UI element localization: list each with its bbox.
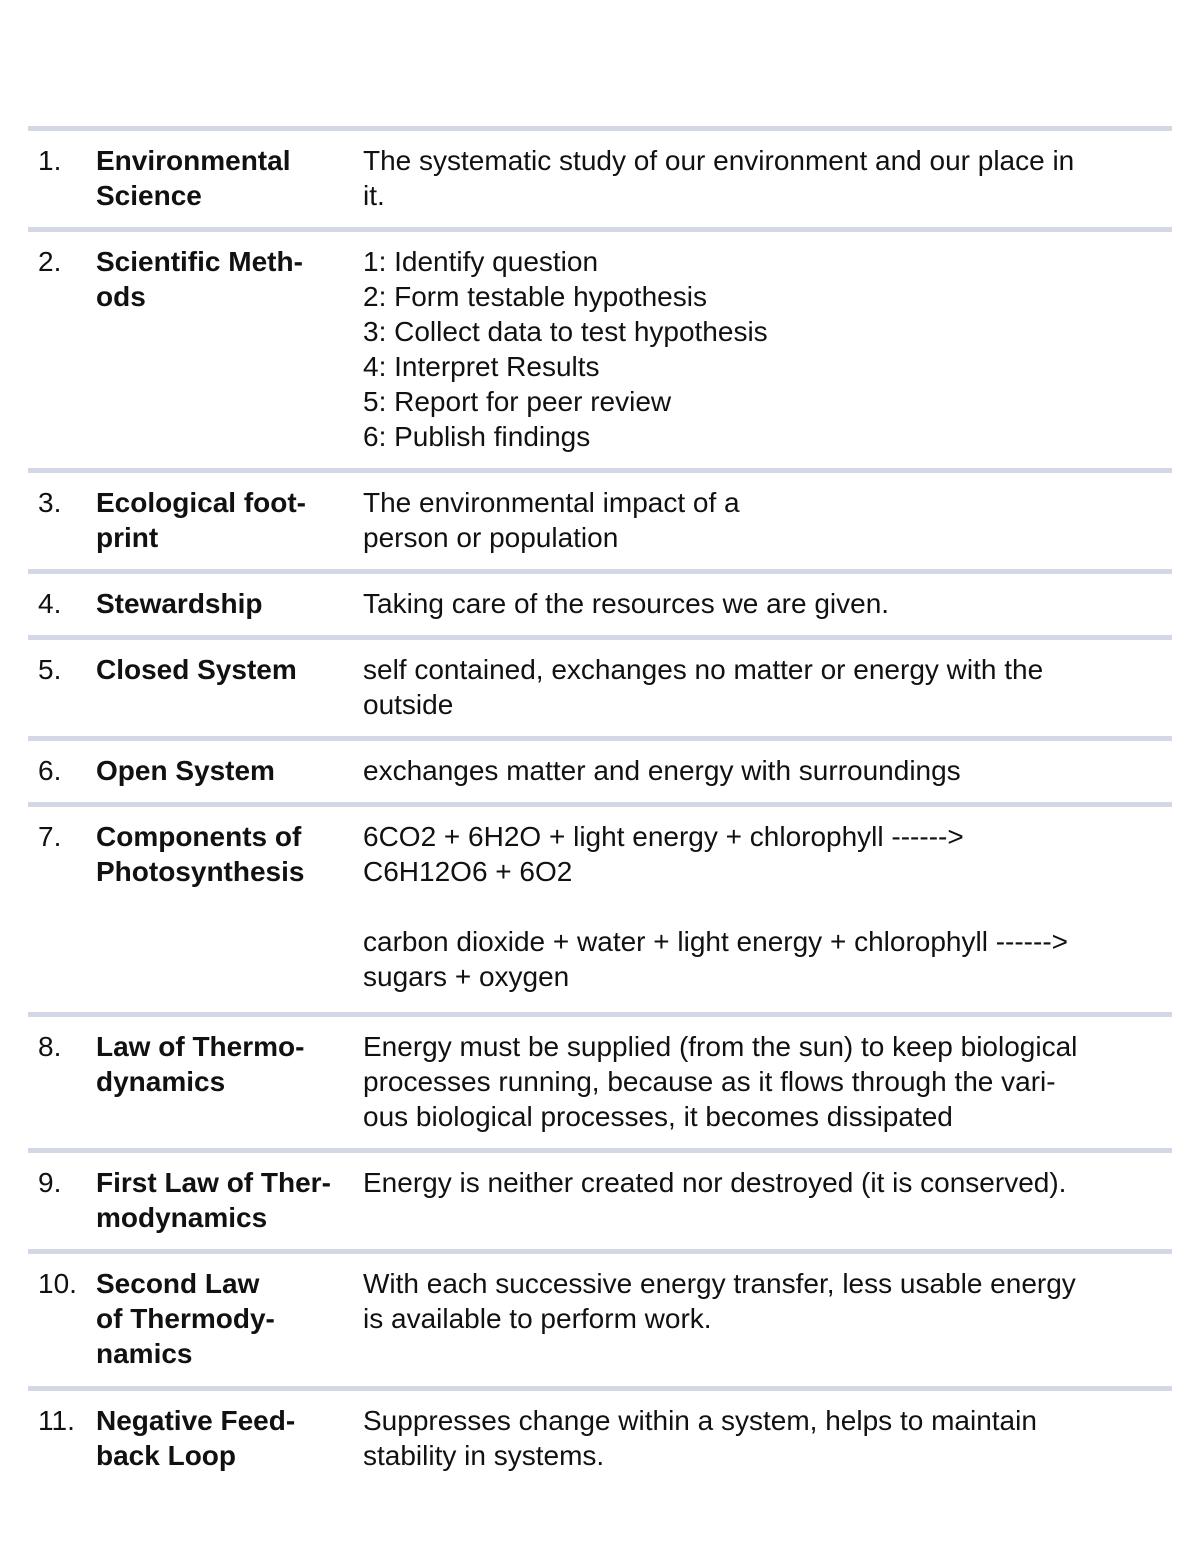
glossary-table <box>28 126 1172 1487</box>
definition-line: 3: Collect data to test hypothesis <box>363 316 768 347</box>
definition <box>363 143 1172 213</box>
row-number: 9. <box>38 1167 62 1198</box>
term-line: Science <box>96 180 202 211</box>
definition-line: ous biological processes, it becomes dissipated <box>363 1101 953 1132</box>
definition-line: 4: Interpret Results <box>363 351 600 382</box>
term-line: Second Law <box>96 1268 260 1299</box>
term <box>96 485 363 555</box>
definition <box>363 1403 1172 1473</box>
glossary-row <box>28 126 1172 227</box>
glossary-row <box>28 635 1172 736</box>
definition-line: person or population <box>363 522 619 553</box>
term <box>96 1165 363 1235</box>
glossary-row <box>28 1249 1172 1386</box>
row-number: 7. <box>38 821 62 852</box>
term-line: Environmental <box>96 145 291 176</box>
term-line: back Loop <box>96 1440 237 1471</box>
term <box>96 652 363 687</box>
term-line: Scientific Meth- <box>96 246 303 277</box>
term <box>96 1029 363 1099</box>
glossary-row <box>28 569 1172 635</box>
definition-line: The environmental impact of a <box>363 487 740 518</box>
definition-line: The systematic study of our environment and our place in <box>363 145 1075 176</box>
term-line: Photosynthesis <box>96 856 305 887</box>
row-number: 8. <box>38 1031 62 1062</box>
definition-line: it. <box>363 180 385 211</box>
definition <box>363 753 1172 788</box>
term <box>96 143 363 213</box>
term <box>96 819 363 889</box>
definition-line: processes running, because as it flows through the vari- <box>363 1066 1056 1097</box>
definition-line: stability in systems. <box>363 1440 605 1471</box>
glossary-row <box>28 736 1172 802</box>
term-line: modynamics <box>96 1202 268 1233</box>
definition-line: 5: Report for peer review <box>363 386 672 417</box>
definition-line: is available to perform work. <box>363 1303 712 1334</box>
row-number: 11. <box>38 1405 75 1436</box>
term <box>96 1266 363 1371</box>
term-line: of Thermody- <box>96 1303 275 1334</box>
definition-line: With each successive energy transfer, less usable energy <box>363 1268 1076 1299</box>
definition <box>363 652 1172 722</box>
term-line: Negative Feed- <box>96 1405 296 1436</box>
definition-line: Energy is neither created nor destroyed (it is conserved). <box>363 1167 1067 1198</box>
glossary-row <box>28 802 1172 1012</box>
term-line: Stewardship <box>96 588 263 619</box>
definition-line: 1: Identify question <box>363 246 599 277</box>
term-line: Law of Thermo- <box>96 1031 305 1062</box>
glossary-row <box>28 1148 1172 1249</box>
definition-line: sugars + oxygen <box>363 961 570 992</box>
definition <box>363 244 1172 454</box>
row-number: 6. <box>38 755 62 786</box>
definition-line: 2: Form testable hypothesis <box>363 281 707 312</box>
glossary-row <box>28 468 1172 569</box>
glossary-row <box>28 1386 1172 1487</box>
definition-line: Suppresses change within a system, helps to maintain <box>363 1405 1037 1436</box>
row-number: 2. <box>38 246 62 277</box>
definition-line: carbon dioxide + water + light energy + chlorophyll ------> <box>363 926 1069 957</box>
row-number: 10. <box>38 1268 77 1299</box>
definition-line: exchanges matter and energy with surroundings <box>363 755 961 786</box>
definition <box>363 1165 1172 1200</box>
term-line: print <box>96 522 159 553</box>
definition <box>363 1266 1172 1336</box>
term-line: First Law of Ther- <box>96 1167 331 1198</box>
definition-line: outside <box>363 689 454 720</box>
glossary-row <box>28 227 1172 468</box>
term-line: Components of <box>96 821 302 852</box>
term-line: ods <box>96 281 146 312</box>
definition <box>363 819 1172 994</box>
definition <box>363 485 1172 555</box>
definition-line: 6CO2 + 6H2O + light energy + chlorophyll ------> <box>363 821 964 852</box>
term <box>96 753 363 788</box>
term-line: Open System <box>96 755 275 786</box>
term-line: Ecological foot- <box>96 487 306 518</box>
definition <box>363 586 1172 621</box>
definition-line: Taking care of the resources we are given. <box>363 588 890 619</box>
definition-line: self contained, exchanges no matter or energy with the <box>363 654 1044 685</box>
definition-line: C6H12O6 + 6O2 <box>363 856 573 887</box>
definition-line: 6: Publish findings <box>363 421 591 452</box>
glossary-row <box>28 1012 1172 1148</box>
term-line: namics <box>96 1338 193 1369</box>
term <box>96 586 363 621</box>
definition <box>363 1029 1172 1134</box>
row-number: 3. <box>38 487 62 518</box>
term <box>96 244 363 314</box>
row-number: 5. <box>38 654 62 685</box>
term-line: dynamics <box>96 1066 226 1097</box>
row-number: 4. <box>38 588 62 619</box>
term-line: Closed System <box>96 654 297 685</box>
row-number: 1. <box>38 145 62 176</box>
definition-line: Energy must be supplied (from the sun) to keep biological <box>363 1031 1078 1062</box>
term <box>96 1403 363 1473</box>
